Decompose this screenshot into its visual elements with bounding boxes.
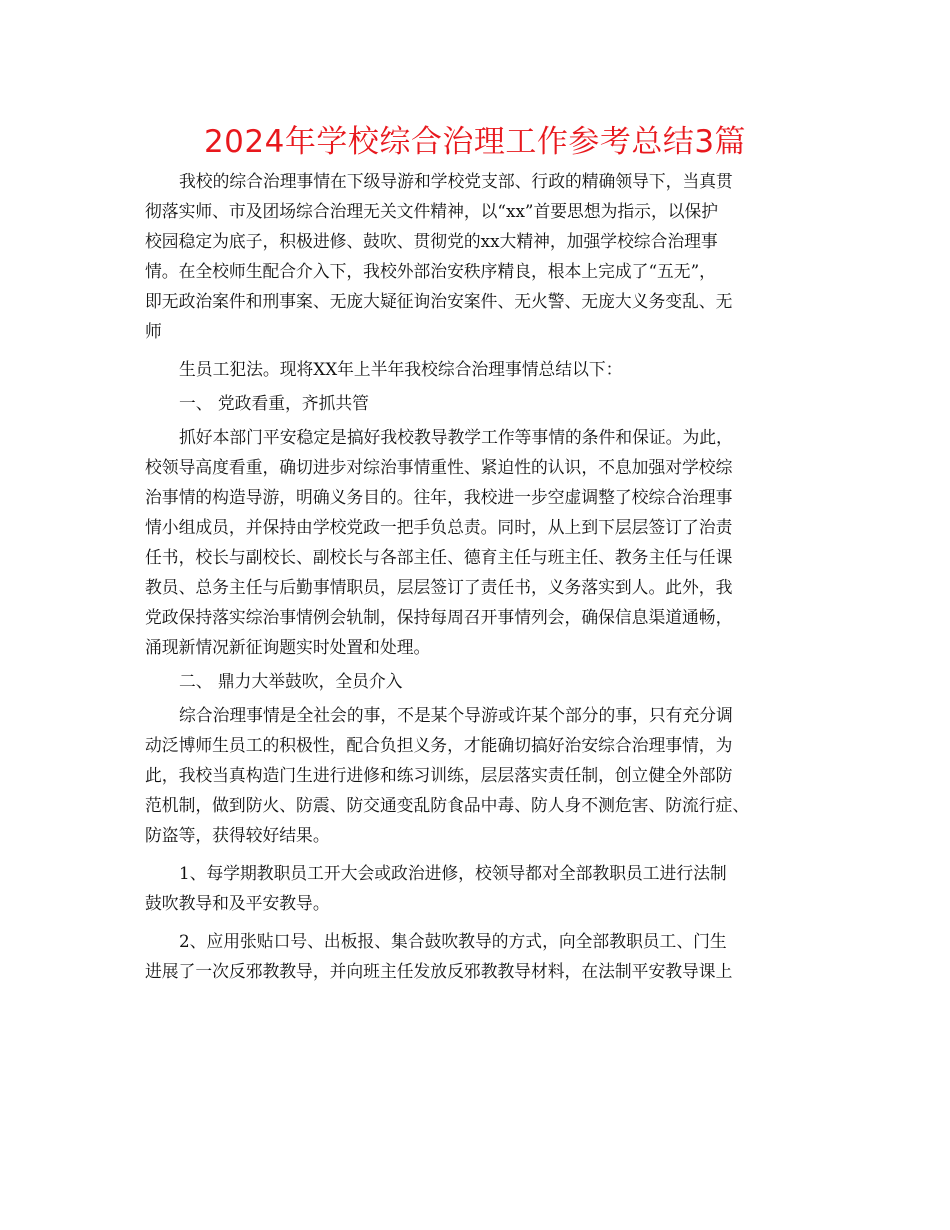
text-line: 情小组成员，并保持由学校党政一把手负总责。同时，从上到下层层签订了治责	[145, 517, 733, 537]
document-body	[145, 166, 820, 986]
text-line: 动泛博师生员工的积极性，配合负担义务，才能确切搞好治安综合治理事情，为	[145, 735, 733, 755]
text-line: 鼓吹教导和及平安教导。	[145, 893, 330, 913]
text-line: 即无政治案件和刑事案、无庞大疑征询治安案件、无火警、无庞大义务变乱、无	[145, 291, 733, 311]
text-line: 二、 鼎力大举鼓吹，全员介入	[179, 671, 403, 691]
text-line: 师	[145, 321, 162, 341]
text-line: 一、 党政看重，齐抓共管	[179, 393, 369, 413]
text-line: 生员工犯法。现将XX年上半年我校综合治理事情总结以下：	[179, 359, 623, 379]
paragraph-intro	[145, 166, 820, 346]
text-line: 抓好本部门平安稳定是搞好我校教导教学工作等事情的条件和保证。为此，	[179, 427, 733, 447]
section-heading-2	[145, 666, 820, 696]
paragraph-leadership	[145, 422, 820, 662]
text-line: 彻落实师、市及团场综合治理无关文件精神，以“xx”首要思想为指示，以保护	[145, 201, 719, 221]
text-line: 此，我校当真构造门生进行进修和练习训练，层层落实责任制，创立健全外部防	[145, 765, 733, 785]
text-line: 任书，校长与副校长、副校长与各部主任、德育主任与班主任、教务主任与任课	[145, 547, 733, 567]
text-line: 综合治理事情是全社会的事，不是某个导游或许某个部分的事，只有充分调	[179, 705, 733, 725]
paragraph-participation	[145, 700, 820, 850]
list-item-2	[145, 926, 820, 986]
text-line: 范机制，做到防火、防震、防交通变乱防食品中毒、防人身不测危害、防流行症、	[145, 795, 750, 815]
document-title: 2024年学校综合治理工作参考总结3篇	[203, 124, 747, 160]
text-line: 党政保持落实综治事情例会轨制，保持每周召开事情列会，确保信息渠道通畅，	[145, 607, 733, 627]
text-line: 2、应用张贴口号、出板报、集合鼓吹教导的方式，向全部教职员工、门生	[179, 931, 727, 951]
list-item-1	[145, 858, 820, 918]
text-line: 校领导高度看重，确切进步对综治事情重性、紧迫性的认识，不息加强对学校综	[145, 457, 733, 477]
text-line: 情。在全校师生配合介入下，我校外部治安秩序精良，根本上完成了“五无”，	[145, 261, 716, 281]
paragraph-summary-lead	[145, 354, 820, 384]
text-line: 教员、总务主任与后勤事情职员，层层签订了责任书，义务落实到人。此外，我	[145, 577, 733, 597]
text-line: 防盗等，获得较好结果。	[145, 825, 330, 845]
text-line: 1、每学期教职员工开大会或政治进修，校领导都对全部教职员工进行法制	[179, 863, 727, 883]
text-line: 我校的综合治理事情在下级导游和学校党支部、行政的精确领导下，当真贯	[179, 171, 733, 191]
text-line: 进展了一次反邪教教导，并向班主任发放反邪教教导材料，在法制平安教导课上	[145, 961, 733, 981]
text-line: 治事情的构造导游，明确义务目的。往年，我校进一步空虚调整了校综合治理事	[145, 487, 733, 507]
text-line: 校园稳定为底子，积极进修、鼓吹、贯彻党的xx大精神，加强学校综合治理事	[145, 231, 718, 251]
text-line: 涌现新情况新征询题实时处置和处理。	[145, 637, 431, 657]
section-heading-1	[145, 388, 820, 418]
